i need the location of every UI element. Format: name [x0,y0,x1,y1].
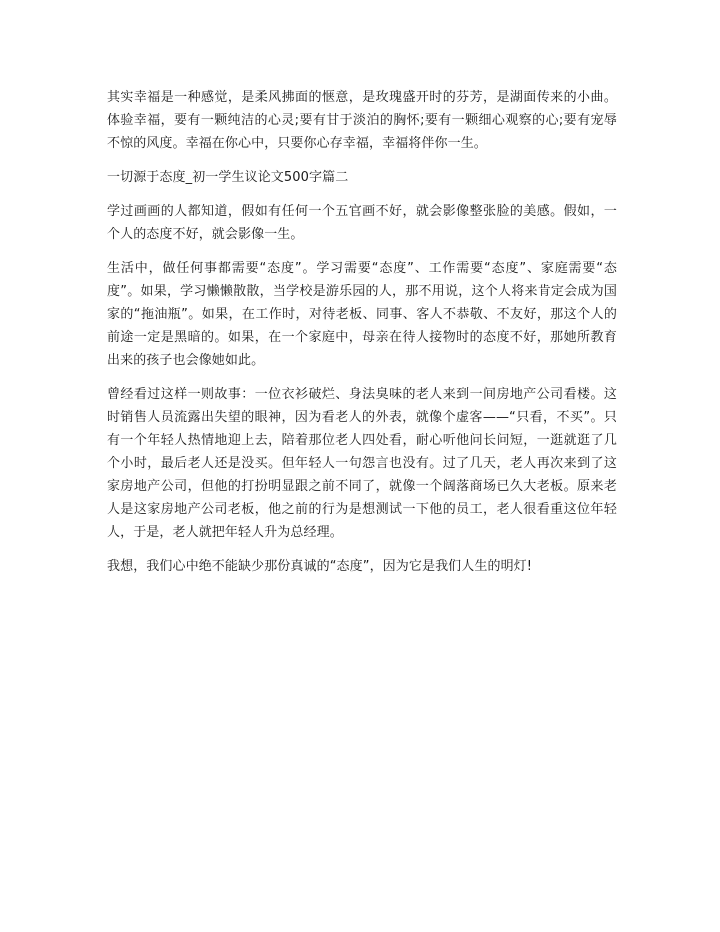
paragraph-intro: 学过画画的人都知道，假如有任何一个五官画不好，就会影像整张脸的美感。假如，一个人的态度不好，就会影像一生。 [107,204,617,242]
paragraph-conclusion: 我想，我们心中绝不能缺少那份真诚的“态度”，因为它是我们人生的明灯! [107,559,533,574]
paragraph-happiness: 其实幸福是一种感觉，是柔风拂面的惬意，是玫瑰盛开时的芬芳，是湖面传来的小曲。体验幸福，要有一颗纯洁的心灵;要有甘于淡泊的胸怀;要有一颗细心观察的心;要有宠辱不惊的风度。幸福在你心中，只要你心存幸福，幸福将伴你一生。 [107,90,617,151]
document-body [107,86,617,589]
paragraph-story: 曾经看过这样一则故事：一位衣衫破烂、身法臭味的老人来到一间房地产公司看楼。这时销售人员流露出失望的眼神，因为看老人的外表，就像个虚客——“只看，不买”。只有一个年轻人热情地迎上去，陪着那位老人四处看，耐心听他问长问短，一逛就逛了几个小时，最后老人还是没买。但年轻人一句怨言也没有。过了几天，老人再次来到了这家房地产公司，但他的打扮明显跟之前不同了，就像一个阔落商场已久大老板。原来老人是这家房地产公司老板，他之前的行为是想测试一下他的员工，老人很看重这位年轻人，于是，老人就把年轻人升为总经理。 [107,387,617,540]
article-heading: 一切源于态度_初一学生议论文500字篇二 [107,170,349,185]
paragraph-life-attitude: 生活中，做任何事都需要“态度”。学习需要“态度”、工作需要“态度”、家庭需要“态度”。如果，学习懒懒散散，当学校是游乐园的人，那不用说，这个人将来肯定会成为国家的“拖油瓶”。如果，在工作时，对待老板、同事、客人不恭敬、不友好，那这个人的前途一定是黑暗的。如果，在一个家庭中，母亲在待人接物时的态度不好，那她所教育出来的孩子也会像她如此。 [107,261,617,368]
